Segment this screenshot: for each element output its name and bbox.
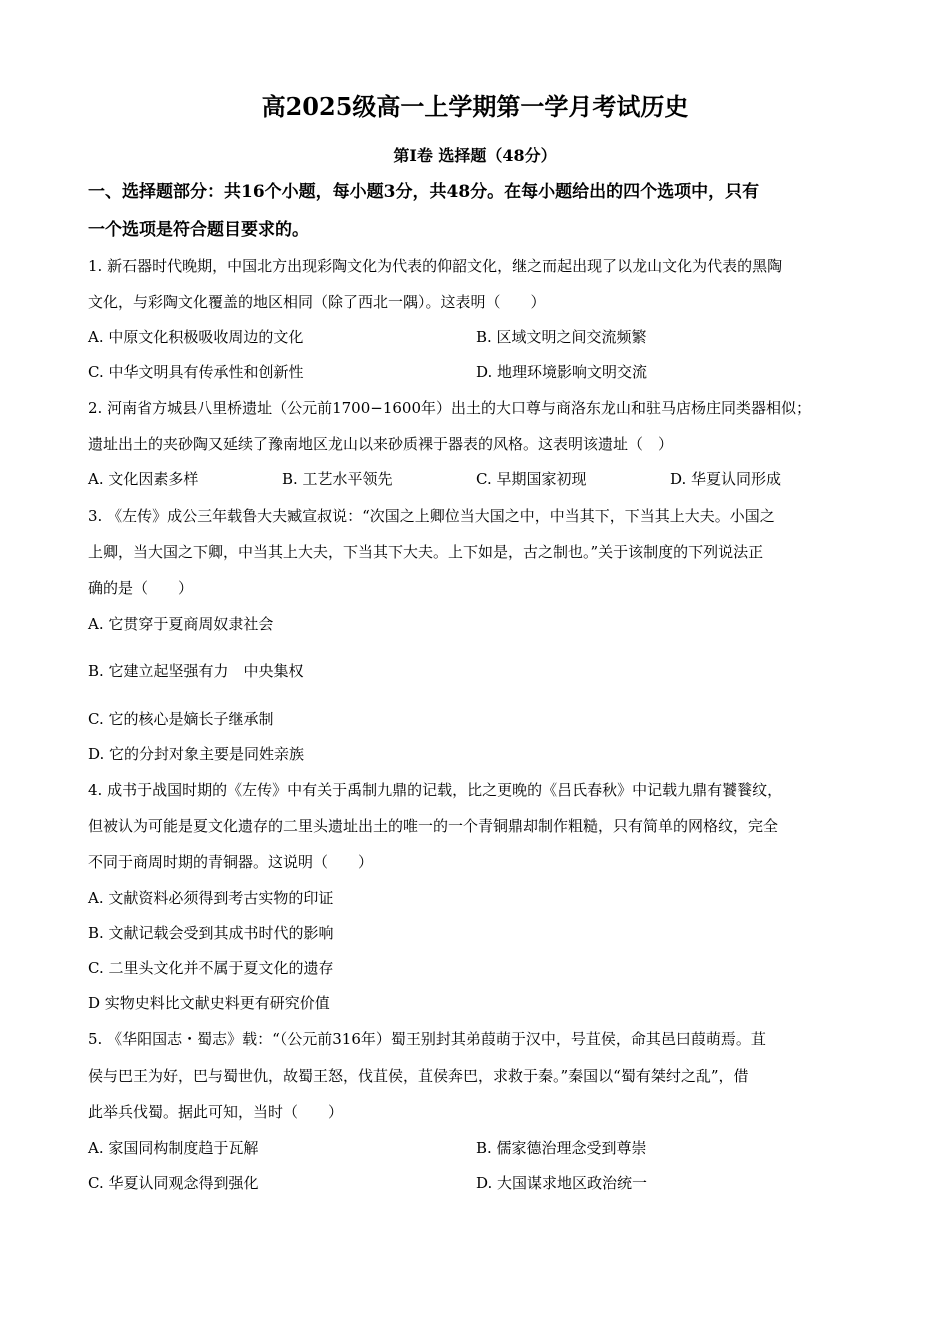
q4-option-a: A. 文献资料必须得到考古实物的印证 (88, 889, 334, 907)
q3-option-a: A. 它贯穿于夏商周奴隶社会 (88, 615, 274, 633)
q5-stem-line-1: 5. 《华阳国志・蜀志》载：“（公元前316年）蜀王别封其弟葭萌于汉中，号苴侯，命其邑曰葭萌焉。苴 (88, 1030, 766, 1048)
q5-option-b: B. 儒家德治理念受到尊崇 (476, 1139, 647, 1157)
page-title: 高2025级高一上学期第一学月考试历史 (261, 92, 689, 121)
q1-stem-line-1: 1. 新石器时代晚期，中国北方出现彩陶文化为代表的仰韶文化，继之而起出现了以龙山文化为代表的黑陶 (88, 257, 783, 275)
q3-option-d: D. 它的分封对象主要是同姓亲族 (88, 745, 305, 763)
section-subtitle: 第Ⅰ卷 选择题（48分） (393, 146, 557, 165)
q4-stem-line-2: 但被认为可能是夏文化遗存的二里头遗址出土的唯一的一个青铜鼎却制作粗糙，只有简单的网格纹，完全 (88, 817, 779, 835)
q3-stem-line-1: 3. 《左传》成公三年载鲁大夫臧宣叔说：“次国之上卿位当大国之中，中当其下，下当其上大夫。小国之 (88, 507, 775, 525)
instructions-line-1: 一、选择题部分：共16个小题，每小题3分，共48分。在每小题给出的四个选项中，只有 (88, 182, 760, 202)
q4-option-d: D 实物史料比文献史料更有研究价值 (88, 994, 330, 1012)
q4-option-c: C. 二里头文化并不属于夏文化的遗存 (88, 959, 334, 977)
q5-stem-line-2: 侯与巴王为好，巴与蜀世仇，故蜀王怒，伐苴侯，苴侯奔巴，求救于秦。”秦国以“蜀有桀纣之乱”，借 (88, 1067, 749, 1085)
q4-stem-line-3: 不同于商周时期的青铜器。这说明（ ） (88, 853, 374, 871)
q1-option-d: D. 地理环境影响文明交流 (476, 363, 648, 381)
q1-stem-line-2: 文化，与彩陶文化覆盖的地区相同（除了西北一隅）。这表明（ ） (88, 293, 546, 311)
q1-option-b: B. 区域文明之间交流频繁 (476, 328, 647, 346)
q5-option-d: D. 大国谋求地区政治统一 (476, 1174, 648, 1192)
q3-option-c: C. 它的核心是嫡长子继承制 (88, 710, 274, 728)
q1-option-c: C. 中华文明具有传承性和创新性 (88, 363, 304, 381)
q4-option-b: B. 文献记载会受到其成书时代的影响 (88, 924, 334, 942)
q3-stem-line-3: 确的是（ ） (88, 579, 194, 597)
q5-option-c: C. 华夏认同观念得到强化 (88, 1174, 259, 1192)
instructions-line-2: 一个选项是符合题目要求的。 (88, 220, 309, 240)
q1-option-a: A. 中原文化积极吸收周边的文化 (88, 328, 304, 346)
q2-stem-line-2: 遗址出土的夹砂陶又延续了豫南地区龙山以来砂质裸于器表的风格。这表明该遗址（ ） (88, 435, 674, 453)
q5-stem-line-3: 此举兵伐蜀。据此可知，当时（ ） (88, 1103, 344, 1121)
q5-option-a: A. 家国同构制度趋于瓦解 (88, 1139, 259, 1157)
q2-option-d: D. 华夏认同形成 (670, 470, 782, 488)
q3-option-b: B. 它建立起坚强有力 中央集权 (88, 662, 304, 680)
q2-stem-line-1: 2. 河南省方城县八里桥遗址（公元前1700−1600年）出土的大口尊与商洛东龙山和驻马店杨庄同类器相似； (88, 399, 811, 417)
q2-option-c: C. 早期国家初现 (476, 470, 587, 488)
q2-option-b: B. 工艺水平领先 (282, 470, 393, 488)
q3-stem-line-2: 上卿，当大国之下卿，中当其上大夫，下当其下大夫。上下如是，古之制也。”关于该制度的下列说法正 (88, 543, 764, 561)
q2-option-a: A. 文化因素多样 (88, 470, 199, 488)
q4-stem-line-1: 4. 成书于战国时期的《左传》中有关于禹制九鼎的记载，比之更晚的《吕氏春秋》中记载九鼎有饕餮纹， (88, 781, 783, 799)
